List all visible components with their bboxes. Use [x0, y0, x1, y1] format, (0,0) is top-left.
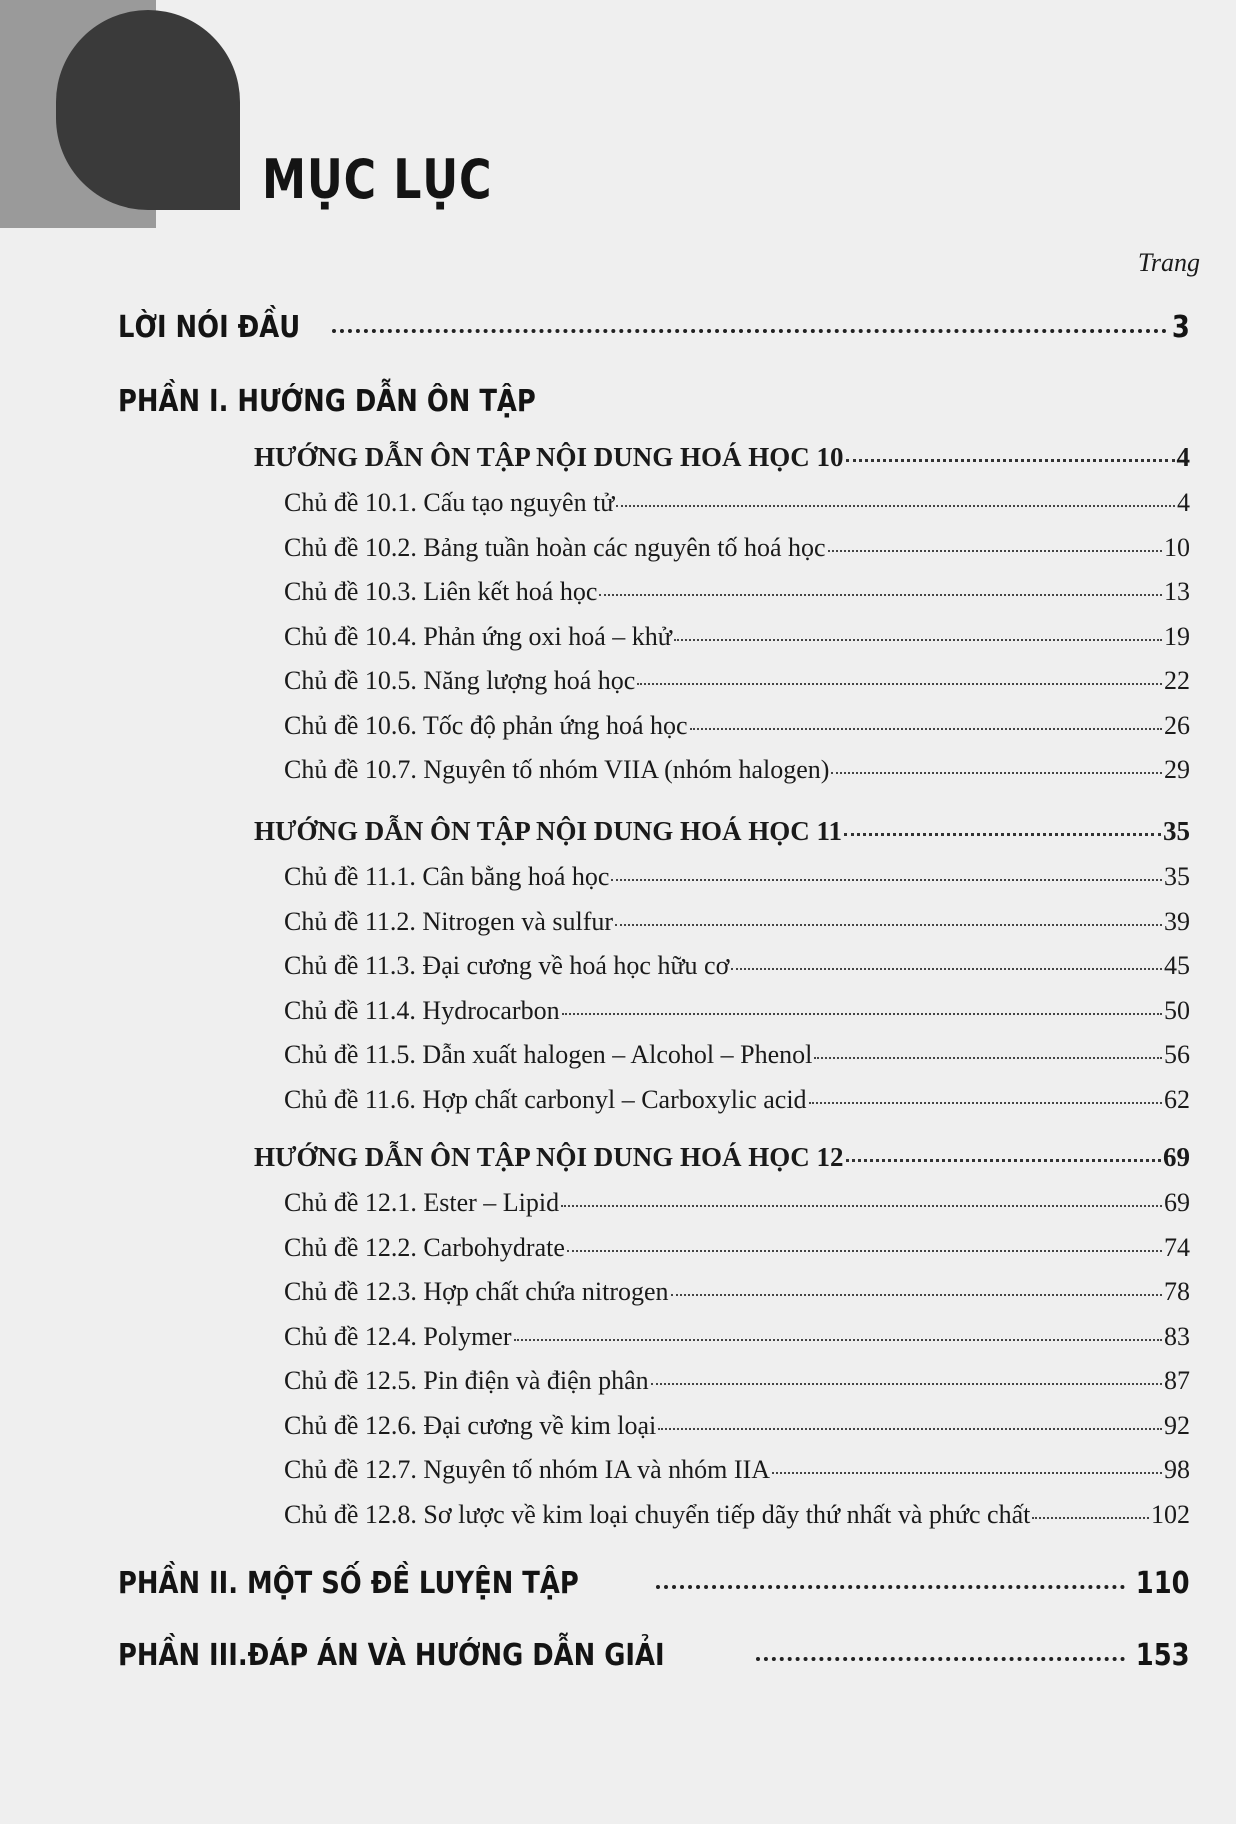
part-1-heading: PHẦN I. HƯỚNG DẪN ÔN TẬP	[118, 384, 536, 419]
toc-topic-page: 50	[1164, 995, 1190, 1025]
toc-topic-entry[interactable]	[284, 755, 1190, 785]
toc-group-grade-11[interactable]	[254, 816, 1190, 847]
dot-leader	[637, 683, 1162, 685]
toc-topic-label: Chủ đề 12.7. Nguyên tố nhóm IA và nhóm IIA	[284, 1455, 771, 1484]
toc-topic-entry[interactable]	[284, 666, 1190, 696]
toc-topic-page: 87	[1164, 1366, 1190, 1395]
toc-topic-label: Chủ đề 11.3. Đại cương về hoá học hữu cơ	[284, 951, 730, 980]
toc-topic-entry[interactable]	[284, 862, 1190, 892]
toc-entry-label: LỜI NÓI ĐẦU	[118, 310, 301, 345]
toc-topic-page: 35	[1164, 862, 1190, 891]
toc-topic-page: 102	[1151, 1499, 1190, 1529]
toc-topic-entry[interactable]	[284, 577, 1190, 607]
toc-topic-page: 13	[1164, 577, 1190, 606]
dot-leader	[615, 924, 1162, 926]
toc-topic-page: 19	[1164, 621, 1190, 651]
toc-topic-entry[interactable]	[284, 533, 1190, 563]
page-column-header: Trang	[1137, 248, 1200, 277]
toc-topic-entry[interactable]	[284, 1188, 1190, 1218]
dot-leader	[658, 1428, 1162, 1430]
toc-topic-label: Chủ đề 11.6. Hợp chất carbonyl – Carboxylic acid	[284, 1084, 807, 1114]
toc-entry-page: 69	[1163, 1142, 1190, 1172]
toc-group-grade-12[interactable]	[254, 1142, 1190, 1173]
dot-leader	[846, 1159, 1161, 1162]
toc-topic-entry[interactable]	[284, 1233, 1190, 1263]
toc-topic-label: Chủ đề 12.3. Hợp chất chứa nitrogen	[284, 1277, 669, 1306]
toc-topic-entry[interactable]	[284, 907, 1190, 937]
toc-topic-label: Chủ đề 11.2. Nitrogen và sulfur	[284, 906, 614, 936]
toc-group-grade-10[interactable]	[254, 442, 1190, 473]
dot-leader	[1032, 1517, 1149, 1519]
dot-leader	[671, 1294, 1162, 1296]
toc-topic-label: Chủ đề 10.5. Năng lượng hoá học	[284, 666, 636, 695]
toc-topic-label: Chủ đề 12.1. Ester – Lipid	[284, 1188, 560, 1217]
page-title: MỤC LỤC	[262, 148, 493, 211]
toc-topic-page: 74	[1164, 1232, 1190, 1262]
toc-topic-page: 39	[1164, 906, 1190, 936]
toc-topic-entry[interactable]	[284, 1085, 1190, 1115]
dot-leader	[599, 594, 1162, 596]
dot-leader	[611, 879, 1162, 881]
toc-topic-entry[interactable]	[284, 1040, 1190, 1070]
toc-topic-entry[interactable]	[284, 951, 1190, 981]
toc-entry-page: 110	[1136, 1566, 1190, 1601]
toc-entry-page: 153	[1136, 1638, 1190, 1673]
toc-topic-label: Chủ đề 10.3. Liên kết hoá học	[284, 577, 598, 606]
toc-entry-label: PHẦN II. MỘT SỐ ĐỀ LUYỆN TẬP	[118, 1566, 579, 1601]
dot-leader	[616, 505, 1175, 507]
toc-topic-label: Chủ đề 10.2. Bảng tuần hoàn các nguyên tố hoá học	[284, 532, 826, 562]
dot-leader	[514, 1339, 1163, 1341]
toc-topic-page: 22	[1164, 666, 1190, 695]
toc-topic-label: Chủ đề 12.5. Pin điện và điện phân	[284, 1366, 649, 1395]
toc-topic-entry[interactable]	[284, 488, 1190, 518]
toc-topic-page: 4	[1177, 488, 1190, 517]
toc-topic-label: Chủ đề 11.4. Hydrocarbon	[284, 995, 560, 1025]
toc-topic-entry[interactable]	[284, 1455, 1190, 1485]
dot-leader	[756, 1657, 1126, 1661]
toc-topic-page: 56	[1164, 1040, 1190, 1069]
dot-leader	[562, 1013, 1162, 1015]
toc-entry-label: HƯỚNG DẪN ÔN TẬP NỘI DUNG HOÁ HỌC 12	[254, 1142, 844, 1172]
toc-topic-page: 78	[1164, 1277, 1190, 1306]
dot-leader	[846, 459, 1175, 462]
dot-leader	[656, 1585, 1126, 1589]
dot-leader	[828, 550, 1162, 552]
toc-topic-page: 29	[1164, 755, 1190, 784]
toc-topic-page: 92	[1164, 1410, 1190, 1440]
corner-decoration-shape	[56, 10, 240, 210]
toc-topic-label: Chủ đề 12.2. Carbohydrate	[284, 1232, 565, 1262]
toc-topic-label: Chủ đề 10.1. Cấu tạo nguyên tử	[284, 488, 615, 517]
toc-entry-label: HƯỚNG DẪN ÔN TẬP NỘI DUNG HOÁ HỌC 11	[254, 816, 843, 846]
toc-topic-entry[interactable]	[284, 622, 1190, 652]
toc-topic-entry[interactable]	[284, 996, 1190, 1026]
dot-leader	[772, 1472, 1162, 1474]
dot-leader	[651, 1383, 1162, 1385]
toc-topic-page: 45	[1164, 951, 1190, 980]
toc-topic-entry[interactable]	[284, 1366, 1190, 1396]
toc-topic-entry[interactable]	[284, 711, 1190, 741]
toc-topic-label: Chủ đề 10.6. Tốc độ phản ứng hoá học	[284, 710, 688, 740]
toc-topic-page: 98	[1164, 1455, 1190, 1484]
toc-topic-page: 69	[1164, 1188, 1190, 1217]
toc-entry-page: 4	[1176, 442, 1190, 472]
toc-topic-label: Chủ đề 10.4. Phản ứng oxi hoá – khử	[284, 621, 672, 651]
toc-topic-entry[interactable]	[284, 1322, 1190, 1352]
toc-topic-label: Chủ đề 12.4. Polymer	[284, 1321, 512, 1351]
toc-entry-page: 35	[1163, 816, 1190, 846]
dot-leader	[690, 728, 1162, 730]
dot-leader	[809, 1102, 1162, 1104]
toc-topic-entry[interactable]	[284, 1411, 1190, 1441]
toc-topic-page: 26	[1164, 710, 1190, 740]
toc-topic-label: Chủ đề 10.7. Nguyên tố nhóm VIIA (nhóm halogen)	[284, 755, 830, 784]
dot-leader	[731, 968, 1162, 970]
dot-leader	[674, 639, 1162, 641]
toc-topic-page: 83	[1164, 1321, 1190, 1351]
toc-entry-label: PHẦN III.ĐÁP ÁN VÀ HƯỚNG DẪN GIẢI	[118, 1638, 665, 1673]
toc-entry-part-2[interactable]	[118, 1566, 1190, 1601]
toc-topic-label: Chủ đề 12.6. Đại cương về kim loại	[284, 1410, 657, 1440]
toc-topic-label: Chủ đề 12.8. Sơ lược về kim loại chuyển tiếp dãy thứ nhất và phức chất	[284, 1499, 1031, 1529]
dot-leader	[561, 1205, 1162, 1207]
toc-topic-page: 10	[1164, 532, 1190, 562]
dot-leader	[831, 772, 1162, 774]
toc-entry-preface[interactable]	[118, 310, 1190, 345]
toc-topic-label: Chủ đề 11.5. Dẫn xuất halogen – Alcohol – Phenol	[284, 1040, 813, 1069]
toc-entry-part-3[interactable]	[118, 1638, 1190, 1673]
dot-leader	[567, 1250, 1162, 1252]
toc-entry-label: HƯỚNG DẪN ÔN TẬP NỘI DUNG HOÁ HỌC 10	[254, 442, 844, 472]
toc-topic-entry[interactable]	[284, 1500, 1190, 1530]
dot-leader	[844, 833, 1161, 836]
toc-entry-page: 3	[1172, 310, 1190, 345]
toc-topic-label: Chủ đề 11.1. Cân bằng hoá học	[284, 862, 610, 891]
dot-leader	[814, 1057, 1162, 1059]
dot-leader	[332, 329, 1167, 333]
toc-topic-entry[interactable]	[284, 1277, 1190, 1307]
toc-topic-page: 62	[1164, 1084, 1190, 1114]
